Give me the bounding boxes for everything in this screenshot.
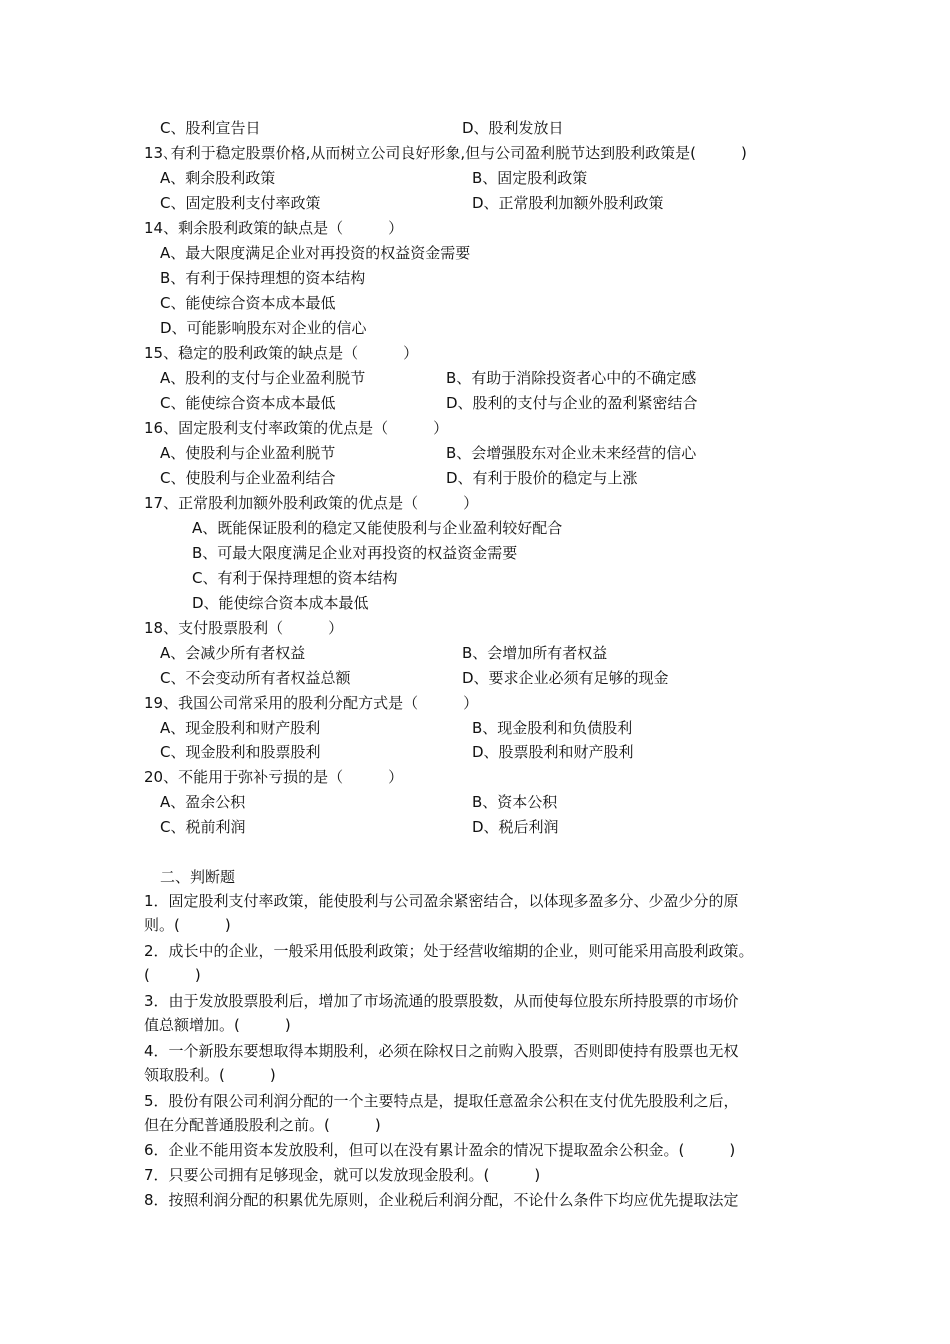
q16-option-c: C、使股利与企业盈利结合 <box>160 469 336 487</box>
judgment-line: 3．由于发放股票股利后，增加了市场流通的股票股数，从而使每位股东所持股票的市场价 <box>144 992 739 1010</box>
q18-option-a: A、会减少所有者权益 <box>160 644 306 662</box>
q15-option-d: D、股利的支付与企业的盈利紧密结合 <box>446 394 698 412</box>
q18-stem: 18、支付股票股利（ ） <box>144 619 344 637</box>
q18-option-c: C、不会变动所有者权益总额 <box>160 669 351 687</box>
judgment-line: 5．股份有限公司利润分配的一个主要特点是，提取任意盈余公积在支付优先股股利之后， <box>144 1092 739 1110</box>
q17-option-b: B、可最大限度满足企业对再投资的权益资金需要 <box>192 544 518 562</box>
judgment-line: 1．固定股利支付率政策，能使股利与公司盈余紧密结合，以体现多盈多分、少盈少分的原 <box>144 892 739 910</box>
q20-option-a: A、盈余公积 <box>160 793 246 811</box>
judgment-line: 8．按照利润分配的积累优先原则，企业税后利润分配，不论什么条件下均应优先提取法定 <box>144 1191 739 1209</box>
q16-option-a: A、使股利与企业盈利脱节 <box>160 444 336 462</box>
judgment-line: 6．企业不能用资本发放股利，但可以在没有累计盈余的情况下提取盈余公积金。( ) <box>144 1141 736 1159</box>
q15-stem: 15、稳定的股利政策的缺点是（ ） <box>144 344 419 362</box>
judgment-line: ( ) <box>144 966 201 984</box>
q13-option-a: A、剩余股利政策 <box>160 169 276 187</box>
q19-stem: 19、我国公司常采用的股利分配方式是（ ） <box>144 694 479 712</box>
q16-stem: 16、固定股利支付率政策的优点是（ ） <box>144 419 449 437</box>
q13-option-c: C、固定股利支付率政策 <box>160 194 321 212</box>
q17-option-d: D、能使综合资本成本最低 <box>192 594 369 612</box>
judgment-line: 4．一个新股东要想取得本期股利，必须在除权日之前购入股票，否则即使持有股票也无权 <box>144 1042 739 1060</box>
q14-option-b: B、有利于保持理想的资本结构 <box>160 269 366 287</box>
q19-option-b: B、现金股利和负债股利 <box>472 719 633 737</box>
q19-option-a: A、现金股利和财产股利 <box>160 719 321 737</box>
q20-option-c: C、税前利润 <box>160 818 246 836</box>
q20-option-d: D、税后利润 <box>472 818 559 836</box>
q18-option-b: B、会增加所有者权益 <box>462 644 608 662</box>
q13-stem: 13､有利于稳定股票价格,从而树立公司良好形象,但与公司盈利脱节达到股利政策是( ) <box>144 144 747 162</box>
q14-option-c: C、能使综合资本成本最低 <box>160 294 336 312</box>
q17-option-a: A、既能保证股利的稳定又能使股利与企业盈利较好配合 <box>192 519 563 537</box>
judgment-line: 则。( ) <box>144 916 231 934</box>
judgment-line: 值总额增加。( ) <box>144 1016 291 1034</box>
section-heading: 二、判断题 <box>160 868 236 886</box>
q15-option-b: B、有助于消除投资者心中的不确定感 <box>446 369 697 387</box>
q16-option-d: D、有利于股价的稳定与上涨 <box>446 469 638 487</box>
q12-option-d: D、股利发放日 <box>462 119 564 137</box>
q13-option-b: B、固定股利政策 <box>472 169 588 187</box>
q14-option-a: A、最大限度满足企业对再投资的权益资金需要 <box>160 244 471 262</box>
q19-option-c: C、现金股利和股票股利 <box>160 743 321 761</box>
q14-option-d: D、可能影响股东对企业的信心 <box>160 319 367 337</box>
judgment-line: 但在分配普通股股利之前。( ) <box>144 1116 381 1134</box>
judgment-line: 2．成长中的企业，一般采用低股利政策；处于经营收缩期的企业，则可能采用高股利政策。 <box>144 942 754 960</box>
q12-option-c: C、股利宣告日 <box>160 119 261 137</box>
q18-option-d: D、要求企业必须有足够的现金 <box>462 669 669 687</box>
q13-option-d: D、正常股利加额外股利政策 <box>472 194 664 212</box>
q20-option-b: B、资本公积 <box>472 793 558 811</box>
judgment-line: 7．只要公司拥有足够现金，就可以发放现金股利。( ) <box>144 1166 541 1184</box>
q16-option-b: B、会增强股东对企业未来经营的信心 <box>446 444 697 462</box>
q20-stem: 20、不能用于弥补亏损的是（ ） <box>144 768 404 786</box>
q17-option-c: C、有利于保持理想的资本结构 <box>192 569 398 587</box>
q15-option-c: C、能使综合资本成本最低 <box>160 394 336 412</box>
judgment-line: 领取股利。( ) <box>144 1066 276 1084</box>
q15-option-a: A、股利的支付与企业盈利脱节 <box>160 369 366 387</box>
q17-stem: 17、正常股利加额外股利政策的优点是（ ） <box>144 494 479 512</box>
q14-stem: 14、剩余股利政策的缺点是（ ） <box>144 219 404 237</box>
q19-option-d: D、股票股利和财产股利 <box>472 743 634 761</box>
